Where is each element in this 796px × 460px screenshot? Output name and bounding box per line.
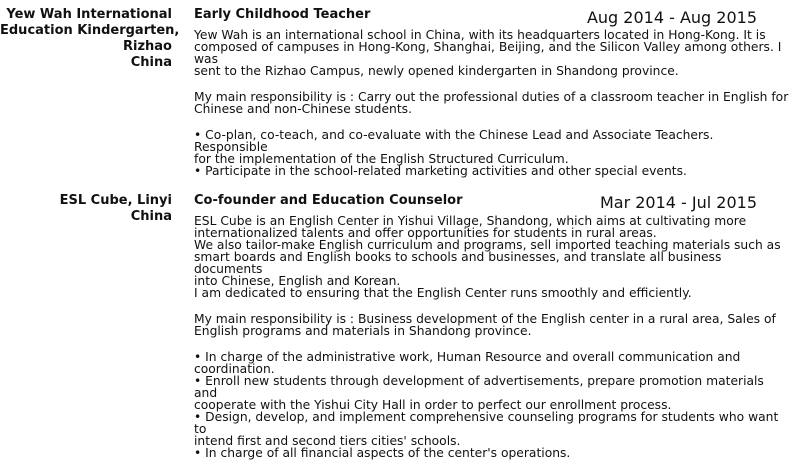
job-title: Co-founder and Education Counselor — [194, 193, 463, 208]
bullet-line: for the implementation of the English Structured Curriculum. — [194, 152, 569, 166]
description-line: We also tailor-make English curriculum and programs, sell imported teaching materials such as — [194, 238, 781, 252]
employment-dates: Aug 2014 - Aug 2015 — [586, 8, 757, 27]
employment-dates: Mar 2014 - Jul 2015 — [599, 193, 757, 212]
bullet-line: • Design, develop, and implement comprehensive counseling programs for students who want to — [194, 410, 779, 436]
organization-name — [0, 7, 180, 71]
bullet-line: • Participate in the school-related marketing activities and other special events. — [194, 164, 687, 178]
description-line: ESL Cube is an English Center in Yishui Village, Shandong, which aims at cultivating more — [194, 214, 747, 228]
description-line: composed of campuses in Hong-Kong, Shanghai, Beijing, and the Silicon Valley among others. I was — [194, 40, 782, 66]
description-line: Yew Wah is an international school in China, with its headquarters located in Hong-Kong. It is — [194, 28, 766, 42]
experience-details — [194, 7, 789, 177]
description-line: internationalized talents and offer opportunities for students in rural areas. — [194, 226, 657, 240]
organization-line: China — [130, 55, 172, 70]
responsibility-line: Chinese and non-Chinese students. — [194, 102, 412, 116]
organization-line: China — [130, 209, 172, 224]
bullet-line: cooperate with the Yishui City Hall in order to perfect our enrollment process. — [194, 398, 672, 412]
job-description — [194, 215, 789, 459]
responsibility-line: My main responsibility is : Carry out the professional duties of a classroom teacher in English for — [194, 90, 789, 104]
bullet-line: coordination. — [194, 362, 275, 376]
bullet-line: • In charge of the administrative work, Human Resource and overall communication and — [194, 350, 741, 364]
job-description — [194, 29, 789, 177]
description-line: I am dedicated to ensuring that the English Center runs smoothly and efficiently. — [194, 286, 692, 300]
experience-details — [194, 193, 789, 459]
organization-name — [0, 193, 172, 225]
responsibility-line: English programs and materials in Shandong province. — [194, 324, 532, 338]
organization-line: Yew Wah International — [6, 7, 172, 22]
organization-line: Education Kindergarten, — [0, 23, 180, 38]
organization-line: ESL Cube, Linyi — [59, 193, 172, 208]
bullet-line: • In charge of all financial aspects of the center's operations. — [194, 446, 571, 460]
bullet-line: • Co-plan, co-teach, and co-evaluate with the Chinese Lead and Associate Teachers. Responsible — [194, 128, 714, 154]
responsibility-line: My main responsibility is : Business development of the English center in a rural area, Sales of — [194, 312, 776, 326]
description-line: smart boards and English books to schools and businesses, and translate all business documents — [194, 250, 722, 276]
organization-line: Rizhao — [123, 39, 172, 54]
description-line: sent to the Rizhao Campus, newly opened kindergarten in Shandong province. — [194, 64, 679, 78]
bullet-line: intend first and second tiers cities' schools. — [194, 434, 461, 448]
job-title: Early Childhood Teacher — [194, 7, 371, 22]
description-line: into Chinese, English and Korean. — [194, 274, 401, 288]
bullet-line: • Enroll new students through development of advertisements, prepare promotion materials and — [194, 374, 764, 400]
